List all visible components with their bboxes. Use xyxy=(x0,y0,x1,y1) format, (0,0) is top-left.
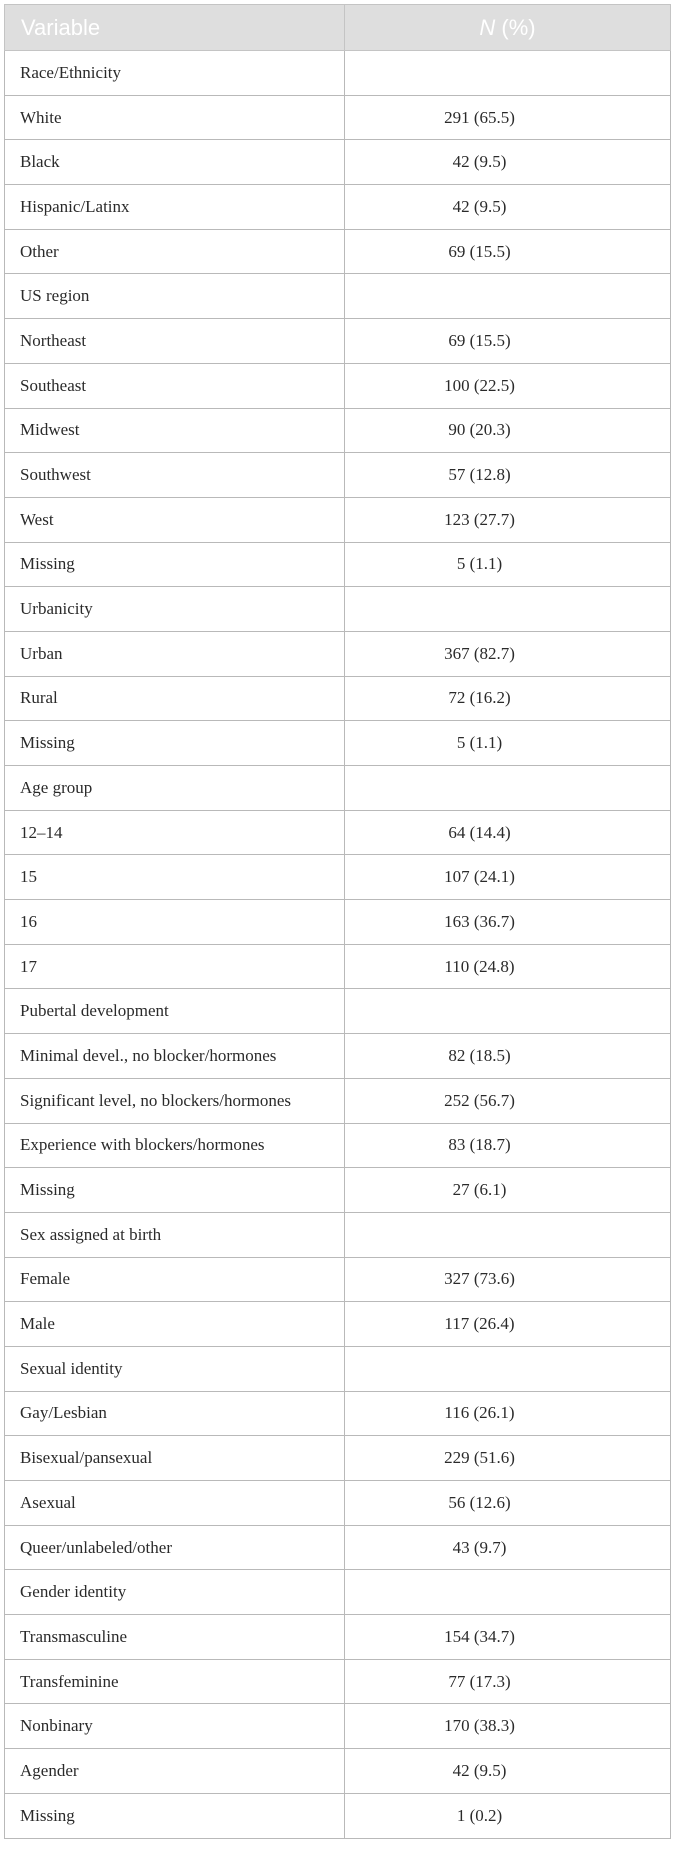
row-value: 77 (17.3) xyxy=(345,1659,671,1704)
table-row xyxy=(5,1749,671,1794)
table-row xyxy=(5,1168,671,1213)
row-label: Rural xyxy=(5,676,345,721)
row-value xyxy=(345,766,671,811)
row-value: 57 (12.8) xyxy=(345,453,671,498)
row-value: 170 (38.3) xyxy=(345,1704,671,1749)
row-label: 15 xyxy=(5,855,345,900)
row-label: Missing xyxy=(5,721,345,766)
header-n: N xyxy=(479,14,496,40)
table-row xyxy=(5,721,671,766)
row-label: US region xyxy=(5,274,345,319)
table-row xyxy=(5,676,671,721)
table-row xyxy=(5,453,671,498)
row-label: Male xyxy=(5,1302,345,1347)
table-row xyxy=(5,1793,671,1838)
row-value: 116 (26.1) xyxy=(345,1391,671,1436)
row-value: 69 (15.5) xyxy=(345,319,671,364)
row-label: Transfeminine xyxy=(5,1659,345,1704)
row-value: 367 (82.7) xyxy=(345,631,671,676)
table-row xyxy=(5,1481,671,1526)
table-row xyxy=(5,140,671,185)
header-row xyxy=(5,5,671,51)
row-label: Queer/unlabeled/other xyxy=(5,1525,345,1570)
row-label: Agender xyxy=(5,1749,345,1794)
row-label: Urban xyxy=(5,631,345,676)
table-row xyxy=(5,1346,671,1391)
row-label: Gay/Lesbian xyxy=(5,1391,345,1436)
row-value: 1 (0.2) xyxy=(345,1793,671,1838)
table-header xyxy=(5,5,671,51)
table-row xyxy=(5,1212,671,1257)
row-value: 82 (18.5) xyxy=(345,1034,671,1079)
table-row xyxy=(5,944,671,989)
row-label: Southwest xyxy=(5,453,345,498)
row-label: Minimal devel., no blocker/hormones xyxy=(5,1034,345,1079)
table-row xyxy=(5,1570,671,1615)
table-row xyxy=(5,1704,671,1749)
table-row xyxy=(5,900,671,945)
table-row xyxy=(5,1302,671,1347)
row-value: 100 (22.5) xyxy=(345,363,671,408)
header-variable: Variable xyxy=(5,5,345,51)
row-label: White xyxy=(5,95,345,140)
header-n-percent xyxy=(345,5,671,51)
row-label: Asexual xyxy=(5,1481,345,1526)
table-row xyxy=(5,185,671,230)
row-label: Age group xyxy=(5,766,345,811)
table-row xyxy=(5,587,671,632)
row-label: Other xyxy=(5,229,345,274)
row-label: Missing xyxy=(5,542,345,587)
row-label: 16 xyxy=(5,900,345,945)
table-row xyxy=(5,1257,671,1302)
row-value: 72 (16.2) xyxy=(345,676,671,721)
row-label: Nonbinary xyxy=(5,1704,345,1749)
row-label: Pubertal development xyxy=(5,989,345,1034)
row-label: Midwest xyxy=(5,408,345,453)
row-value: 327 (73.6) xyxy=(345,1257,671,1302)
row-label: West xyxy=(5,497,345,542)
table-row xyxy=(5,989,671,1034)
table-row xyxy=(5,51,671,96)
row-label: Significant level, no blockers/hormones xyxy=(5,1078,345,1123)
table-row xyxy=(5,1034,671,1079)
table-row xyxy=(5,1436,671,1481)
row-label: Sexual identity xyxy=(5,1346,345,1391)
row-value xyxy=(345,587,671,632)
row-value: 27 (6.1) xyxy=(345,1168,671,1213)
table-row xyxy=(5,274,671,319)
row-label: Gender identity xyxy=(5,1570,345,1615)
row-label: Southeast xyxy=(5,363,345,408)
table-row xyxy=(5,95,671,140)
row-label: Missing xyxy=(5,1793,345,1838)
row-value: 5 (1.1) xyxy=(345,721,671,766)
table-row xyxy=(5,408,671,453)
row-value xyxy=(345,1346,671,1391)
row-value: 69 (15.5) xyxy=(345,229,671,274)
row-value xyxy=(345,51,671,96)
table-row xyxy=(5,855,671,900)
table-row xyxy=(5,766,671,811)
row-value xyxy=(345,274,671,319)
row-value: 123 (27.7) xyxy=(345,497,671,542)
row-label: Black xyxy=(5,140,345,185)
row-label: Experience with blockers/hormones xyxy=(5,1123,345,1168)
row-label: 12–14 xyxy=(5,810,345,855)
table-row xyxy=(5,542,671,587)
row-label: Missing xyxy=(5,1168,345,1213)
table-row xyxy=(5,319,671,364)
row-label: 17 xyxy=(5,944,345,989)
table-row xyxy=(5,363,671,408)
row-value: 107 (24.1) xyxy=(345,855,671,900)
row-value: 42 (9.5) xyxy=(345,1749,671,1794)
row-label: Transmasculine xyxy=(5,1615,345,1660)
row-label: Sex assigned at birth xyxy=(5,1212,345,1257)
table-row xyxy=(5,810,671,855)
row-value xyxy=(345,1570,671,1615)
table-row xyxy=(5,1391,671,1436)
row-value: 83 (18.7) xyxy=(345,1123,671,1168)
table-row xyxy=(5,1525,671,1570)
row-value: 154 (34.7) xyxy=(345,1615,671,1660)
row-value xyxy=(345,1212,671,1257)
row-value: 291 (65.5) xyxy=(345,95,671,140)
row-value xyxy=(345,989,671,1034)
table-row xyxy=(5,1659,671,1704)
table-row xyxy=(5,1123,671,1168)
table-row xyxy=(5,497,671,542)
table-row xyxy=(5,1078,671,1123)
row-value: 229 (51.6) xyxy=(345,1436,671,1481)
header-percent: (%) xyxy=(495,14,536,40)
table-row xyxy=(5,229,671,274)
row-value: 90 (20.3) xyxy=(345,408,671,453)
row-value: 42 (9.5) xyxy=(345,185,671,230)
row-value: 43 (9.7) xyxy=(345,1525,671,1570)
row-label: Hispanic/Latinx xyxy=(5,185,345,230)
table-row xyxy=(5,631,671,676)
row-value: 163 (36.7) xyxy=(345,900,671,945)
table-row xyxy=(5,1615,671,1660)
row-label: Bisexual/pansexual xyxy=(5,1436,345,1481)
row-label: Race/Ethnicity xyxy=(5,51,345,96)
row-value: 117 (26.4) xyxy=(345,1302,671,1347)
row-value: 5 (1.1) xyxy=(345,542,671,587)
row-label: Urbanicity xyxy=(5,587,345,632)
row-label: Northeast xyxy=(5,319,345,364)
row-label: Female xyxy=(5,1257,345,1302)
table-body xyxy=(5,51,671,1839)
row-value: 42 (9.5) xyxy=(345,140,671,185)
row-value: 56 (12.6) xyxy=(345,1481,671,1526)
row-value: 252 (56.7) xyxy=(345,1078,671,1123)
row-value: 110 (24.8) xyxy=(345,944,671,989)
row-value: 64 (14.4) xyxy=(345,810,671,855)
demographics-table xyxy=(4,4,671,1839)
